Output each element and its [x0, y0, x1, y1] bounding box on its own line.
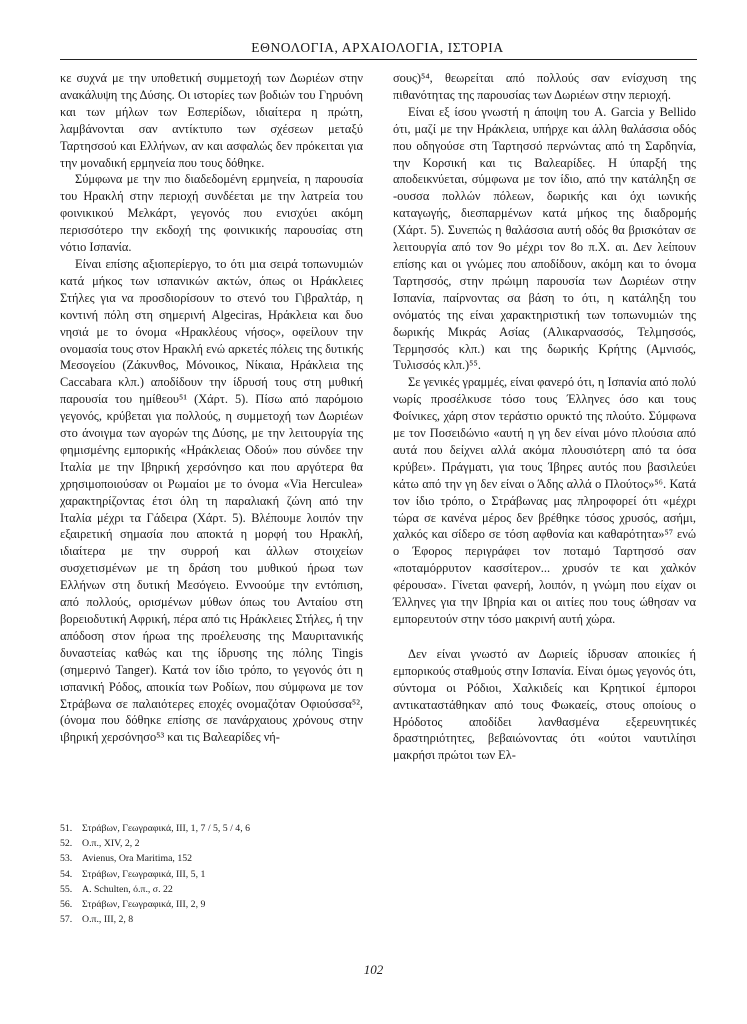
footnote-text: Στράβων, Γεωγραφικά, ΙΙΙ, 2, 9: [82, 899, 206, 911]
footnote-text: Ο.π., XIV, 2, 2: [82, 838, 140, 850]
paragraph: Σε γενικές γραμμές, είναι φανερό ότι, η Ισπανία από πολύ νωρίς προσέλκυσε τόσο τους Έλληνες όσο και τους Φοίνικες, χάρη στον τεράστιο ορυκτό της πλούτο. Σύμφωνα με τον Ποσειδώνιο «αυτή η γη δεν είναι μόνο πλούσια από αυτά που δείχνει αλλά ακόμα πλουσιότερη από τα όσα κρύβει». Πράγματι, για τους Ίβηρες αυτός που βασιλεύει κάτω από την γη δεν είναι ο Άδης αλλά ο Πλούτος»⁵⁶. Κατά τον ίδιο τρόπο, ο Στράβωνας μας πληροφορεί ότι «μέχρι τώρα σε κανένα μέρος δεν βρέθηκε τόσος χρυσός, ασήμι, χαλκός και σίδερο σε τόση αφθονία και καθαρότητα»⁵⁷ ενώ ο Έφορος περιγράφει τον ποταμό Ταρτησσό σαν «ποταμόρρυτον κασσίτερον... χρυσόν τε και χαλκόν φέρουσα». Γίνεται φανερή, λοιπόν, η γνώμη που είχαν οι Έλληνες για την Ιβηρία και οι αιτίες που τους ώθησαν να εμπορευτούν στην τόσο μακρινή αυτή χώρα.: [393, 375, 696, 626]
footnote-number: 52.: [60, 838, 73, 850]
right-column: [393, 70, 696, 764]
footnote-text: Στράβων, Γεωγραφικά, ΙΙΙ, 1, 7 / 5, 5 / 4, 6: [82, 823, 251, 834]
left-column: [60, 70, 363, 746]
footnote: [60, 897, 380, 912]
footnote-number: 54.: [60, 868, 73, 880]
paragraph: σους)⁵⁴, θεωρείται από πολλούς σαν ενίσχυση της πιθανότητας της παρουσίας των Δωριέων στην περιοχή.: [393, 71, 696, 102]
footnote-number: 53.: [60, 853, 73, 865]
footnote-number: 51.: [60, 823, 73, 834]
footnote-text: Avienus, Ora Maritima, 152: [82, 853, 193, 865]
paragraph: κε συχνά με την υποθετική συμμετοχή των Δωριέων στην ανακάλυψη της Δύσης. Οι ιστορίες των βοδιών του Γηρυόνη και των μήλων των Εσπερίδων, ιδιαίτερα η πρώτη, λαμβάνονται σαν αντίκτυπο των σχέσεων μεταξύ Ταρτησσού και Ελλήνων, αν και ασφαλώς δεν πρόκειται για την μοναδική ερμηνεία που τους δόθηκε.: [60, 71, 363, 170]
footnote-number: 55.: [60, 883, 73, 895]
paragraph: Σύμφωνα με την πιο διαδεδομένη ερμηνεία, η παρουσία του Ηρακλή στην περιοχή συνδέεται με την λατρεία του φοινικικού Μελκάρτ, γεγονός που ενισχύει ακόμη περισσότερο την εκδοχή της φοινικικής παρουσίας στη νότιο Ισπανία.: [60, 172, 363, 255]
footnote-number: 57.: [60, 914, 73, 926]
footnote: [60, 821, 380, 836]
footnote: [60, 836, 380, 851]
footnote: [60, 851, 380, 866]
footnote: [60, 867, 380, 882]
paragraph: Είναι επίσης αξιοπερίεργο, το ότι μια σειρά τοπωνυμιών κατά μήκος των ισπανικών ακτών, όπως οι Ηράκλειες Στήλες για να προσδιορίσουν το στενό του Γιβραλτάρ, η κοντινή πόλη στη σημερινή Algeciras, Ηράκλεια και δυο νησιά με το όνομα «Ηρακλέους νήσος», οφείλουν την ονομασία τους στον Ηρακλή ενώ αρκετές πόλεις της δυτικής Μεσογείου (Ζάκυνθος, Μόνοικος, Νίκαια, Ηράκλεια της Caccabara κλπ.) αποδίδουν την ίδρυσή τους στη μυθική παρουσία του ημίθεου⁵¹ (Χάρτ. 5). Πίσω από παρόμοιο γεγονός, κρύβεται για πολλούς, η συμμετοχή των Δωριέων στο άνοιγμα των αγορών της Δύσης, με την λειτουργία της φημισμένης εμπορικής «Ηράκλειας Οδού» που σύνδεε την Ιταλία με την Ιβηρική χερσόνησο και που αργότερα θα χρησιμοποιούσαν οι Ρωμαίοι με το όνομα «Via Herculea» χαρακτηρίζοντας έτσι όλη τη παραλιακή ζώνη από την Ιταλία μέχρι τα Γάδειρα (Χάρτ. 5). Βλέπουμε λοιπόν την εξαιρετική σημασία που αποκτά η μορφή του Ηρακλή, ιδιαίτερα με την συρροή και άλλων στοιχείων συσχετισμένων με τη δράση του μυθικού ήρωα των Ελλήνων στη δυτική Μεσόγειο. Εννοούμε την εντόπιση, από πολλούς, ορισμένων μύθων όπως του Ανταίου στη βορειοδυτική Αφρική, πέρα από τις Ηράκλειες Στήλες, ή την απόδοση στον ήρωα της προέλευσης της Μαυριτανικής δυναστείας καθώς και της ίδρυσης της πόλης Tingis (σημερινό Tanger). Κατά τον ίδιο τρόπο, το γεγονός ότι η ισπανική Ρόδος, αποικία των Ροδίων, που σύμφωνα με τον Στράβωνα σε παλαιότερες εποχές ονομαζόταν Οφιούσσα⁵², (όνομα που δόθηκε επίσης σε πανάρχαιους χρόνους στην ιβηρική χερσόνησο⁵³ και τις Βαλεαρίδες νή-: [60, 256, 363, 745]
paragraph: Δεν είναι γνωστό αν Δωριείς ίδρυσαν αποικίες ή εμπορικούς σταθμούς στην Ισπανία. Είναι όμως γεγονός ότι, σύντομα οι Ρόδιοι, Χαλκιδείς και Κρητικοί έμποροι αντικαταστάθηκαν από τους Φωκαείς, στους οποίους ο Ηρόδοτος αποδίδει λανθασμένα εξερευνητικές δραστηριότητες, βεβαιώνοντας ότι «ούτοι ναυτιλίησι μακρήσι πρώτοι των Ελ-: [393, 646, 696, 763]
footnote-text: Ο.π., ΙΙΙ, 2, 8: [82, 914, 134, 926]
footnote: [60, 882, 380, 897]
running-header: ΕΘΝΟΛΟΓΙΑ, ΑΡΧΑΙΟΛΟΓΙΑ, ΙΣΤΟΡΙΑ: [251, 40, 504, 55]
paragraph: Είναι εξ ίσου γνωστή η άποψη του A. Garcia y Bellido ότι, μαζί με την Ηράκλεια, υπήρχε και άλλη θαλάσσια οδός που οδηγούσε στη Ταρτησσό περνώντας από τη Σαρδηνία, την Κορσική και τις Βαλεαρίδες. Η ύπαρξή της αποδεικνύεται, σύμφωνα με τον ίδιο, από την κατάληξη σε -ουσσα πολλών πόλεων, δωρικής και όχι ιωνικής καταγωγής, διεσπαρμένων κατά μήκος της διαδρομής (Χάρτ. 5). Συνεπώς η θαλάσσια αυτή οδός θα βρισκόταν σε λειτουργία από τον 9ο μέχρι τον 8ο π.Χ. αι. Δεν λείπουν επίσης και οι γνώμες που αποδίδουν, ακόμη και το όνομα Ταρτησσός, στην πρώιμη παρουσία των Δωριέων στην Ισπανία, παίρνοντας σα βάση το ότι, η κατάληξη του ονόματός της είναι χαρακτηριστική των τοπωνυμιών της δωρικής Μικράς Ασίας (Αλικαρνασσός, Τελμησσός, Τερμησσός κλπ.) και της δωρικής Κρήτης (Αμνισός, Τυλισσός κλπ.)⁵⁵.: [393, 104, 696, 373]
page-number: 102: [363, 962, 384, 977]
footnote: [60, 912, 380, 927]
footnote-text: A. Schulten, ό.π., σ. 22: [82, 883, 173, 895]
footnotes: [60, 821, 380, 927]
footnote-number: 56.: [60, 899, 73, 911]
header-rule: [60, 59, 697, 60]
footnote-text: Στράβων, Γεωγραφικά, ΙΙΙ, 5, 1: [82, 868, 206, 880]
